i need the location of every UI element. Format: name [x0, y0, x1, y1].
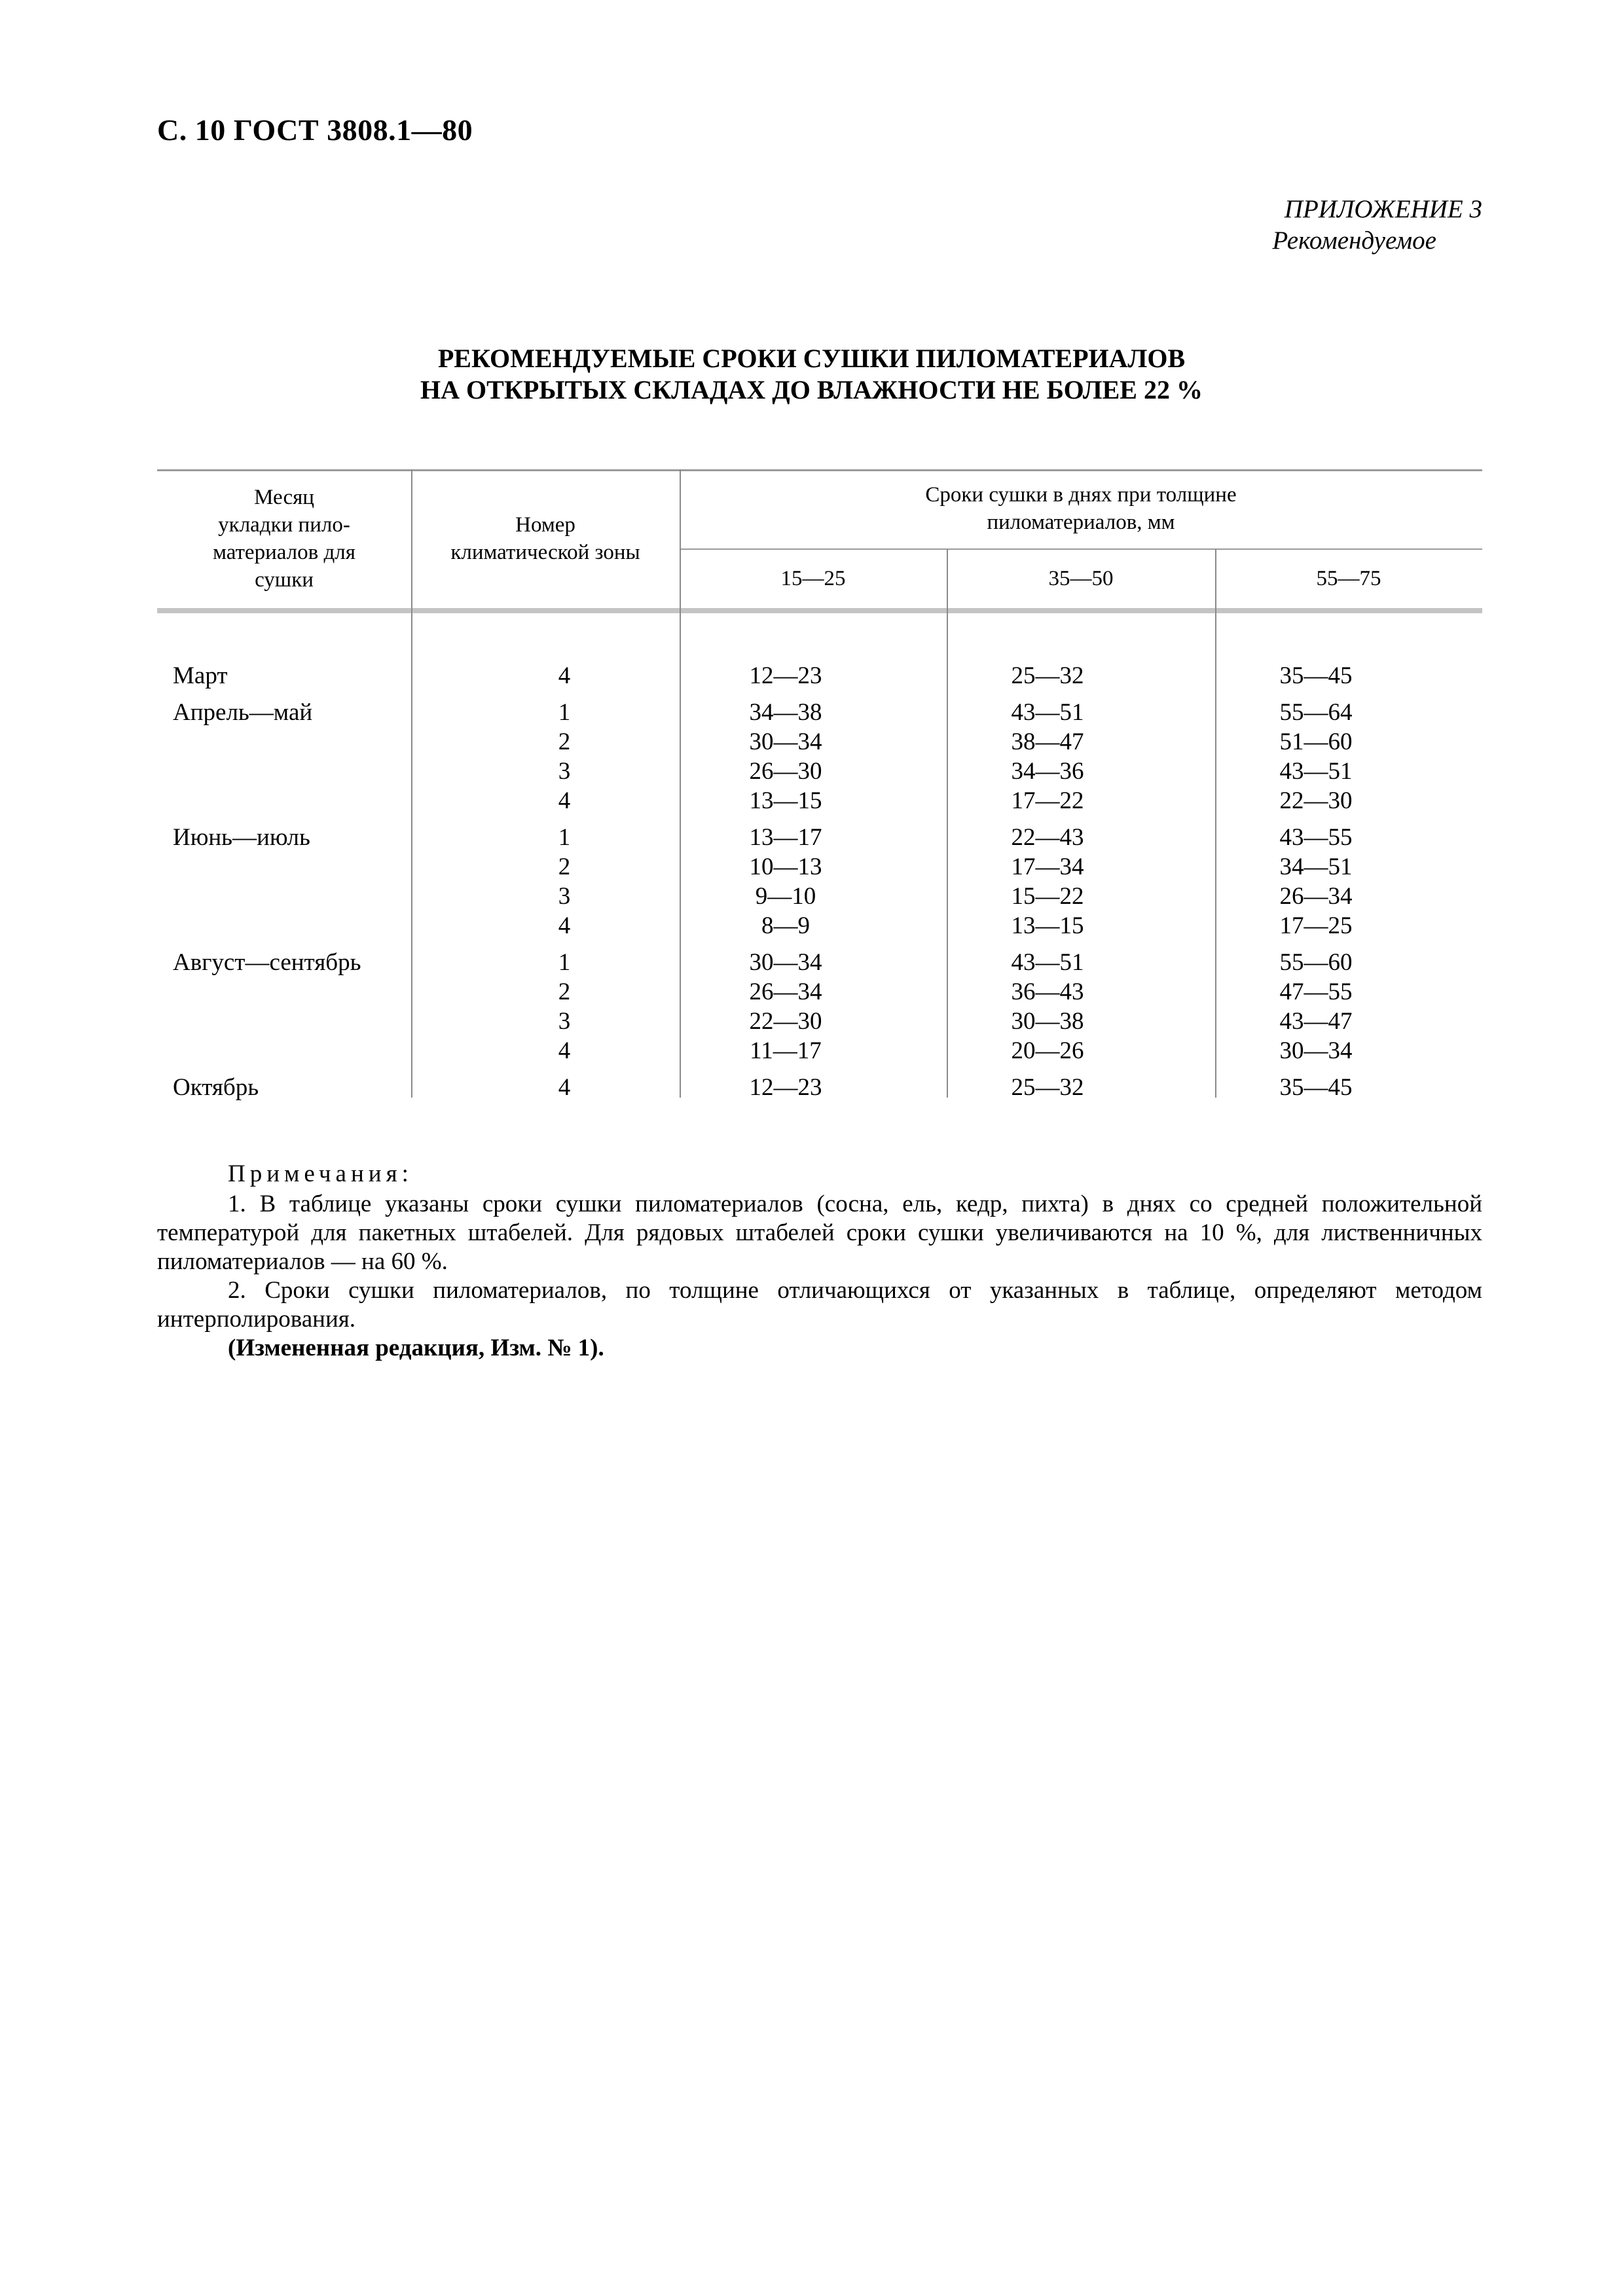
notes-section: [157, 1160, 1482, 1363]
zone-cell: 4: [558, 787, 571, 814]
table-row: [157, 977, 1482, 1007]
value-cell-15-25: 22—30: [749, 1008, 822, 1035]
table-row: [157, 661, 1482, 691]
table-row: [157, 911, 1482, 941]
value-cell-15-25: 34—38: [749, 699, 822, 726]
zone-cell: 1: [558, 699, 571, 726]
value-cell-55-75: 30—34: [1279, 1037, 1353, 1064]
value-cell-15-25: 30—34: [749, 728, 822, 755]
value-cell-15-25: 30—34: [749, 949, 822, 976]
value-cell-35-50: 25—32: [1011, 662, 1084, 689]
value-cell-15-25: 12—23: [749, 1074, 822, 1101]
zone-cell: 3: [558, 883, 571, 910]
title-line-1: РЕКОМЕНДУЕМЫЕ СРОКИ СУШКИ ПИЛОМАТЕРИАЛОВ: [437, 344, 1186, 373]
table-row: [157, 698, 1482, 727]
appendix-number: ПРИЛОЖЕНИЕ 3: [1284, 195, 1482, 223]
value-cell-15-25: 10—13: [749, 853, 822, 880]
table-row: [157, 1007, 1482, 1036]
value-cell-35-50: 43—51: [1011, 699, 1084, 726]
value-cell-55-75: 34—51: [1279, 853, 1353, 880]
zone-cell: 4: [558, 1074, 571, 1101]
table-row: [157, 882, 1482, 911]
value-cell-55-75: 26—34: [1279, 883, 1353, 910]
value-cell-15-25: 13—17: [749, 824, 822, 851]
value-cell-35-50: 17—34: [1011, 853, 1084, 880]
zone-cell: 3: [558, 758, 571, 785]
value-cell-15-25: 9—10: [755, 883, 816, 910]
note-2: 2. Сроки сушки пиломатериалов, по толщине отличающихся от указанных в таблице, определяют методом интерполирования.: [157, 1277, 1482, 1333]
value-cell-35-50: 15—22: [1011, 883, 1084, 910]
value-cell-15-25: 26—34: [749, 978, 822, 1005]
value-cell-55-75: 55—64: [1279, 699, 1353, 726]
zone-cell: 1: [558, 824, 571, 851]
header-thickness-3: 55—75: [1316, 567, 1381, 590]
table-row: [157, 823, 1482, 852]
table-row: [157, 948, 1482, 977]
header-drying-terms: Сроки сушки в днях при толщине пиломатериалов, мм: [925, 483, 1237, 534]
value-cell-35-50: 22—43: [1011, 824, 1084, 851]
value-cell-55-75: 43—51: [1279, 758, 1353, 785]
header-thickness-2: 35—50: [1048, 567, 1114, 590]
value-cell-55-75: 22—30: [1279, 787, 1353, 814]
value-cell-35-50: 36—43: [1011, 978, 1084, 1005]
zone-cell: 4: [558, 912, 571, 939]
value-cell-55-75: 51—60: [1279, 728, 1353, 755]
value-cell-15-25: 11—17: [750, 1037, 822, 1064]
value-cell-35-50: 13—15: [1011, 912, 1084, 939]
value-cell-55-75: 43—55: [1279, 824, 1353, 851]
value-cell-15-25: 12—23: [749, 662, 822, 689]
table-row: [157, 786, 1482, 816]
value-cell-35-50: 25—32: [1011, 1074, 1084, 1101]
document-title: [0, 343, 1623, 406]
value-cell-35-50: 30—38: [1011, 1008, 1084, 1035]
month-cell: Апрель—май: [173, 699, 313, 726]
value-cell-15-25: 26—30: [749, 758, 822, 785]
appendix-status: Рекомендуемое: [1272, 226, 1436, 255]
value-cell-35-50: 34—36: [1011, 758, 1084, 785]
value-cell-15-25: 13—15: [749, 787, 822, 814]
value-cell-55-75: 55—60: [1279, 949, 1353, 976]
table-row: [157, 1036, 1482, 1066]
zone-cell: 2: [558, 853, 571, 880]
title-line-2: НА ОТКРЫТЫХ СКЛАДАХ ДО ВЛАЖНОСТИ НЕ БОЛЕЕ 22 %: [420, 375, 1203, 404]
month-cell: Март: [173, 662, 228, 689]
zone-cell: 4: [558, 662, 571, 689]
table-row: [157, 727, 1482, 757]
value-cell-35-50: 43—51: [1011, 949, 1084, 976]
header-thickness-1: 15—25: [780, 567, 846, 590]
zone-cell: 2: [558, 978, 571, 1005]
header-month: Месяц укладки пило- материалов для сушки: [213, 486, 356, 592]
header-zone: Номер климатической зоны: [450, 513, 640, 564]
table-row: [157, 757, 1482, 786]
zone-cell: 4: [558, 1037, 571, 1064]
page-reference: С. 10 ГОСТ 3808.1—80: [157, 113, 473, 147]
value-cell-55-75: 43—47: [1279, 1008, 1353, 1035]
value-cell-35-50: 20—26: [1011, 1037, 1084, 1064]
table-row: [157, 1073, 1482, 1102]
appendix-label: [1272, 194, 1482, 257]
table-header-rule: [157, 608, 1482, 613]
value-cell-35-50: 17—22: [1011, 787, 1084, 814]
zone-cell: 2: [558, 728, 571, 755]
month-cell: Август—сентябрь: [173, 949, 361, 976]
value-cell-55-75: 35—45: [1279, 1074, 1353, 1101]
zone-cell: 3: [558, 1008, 571, 1035]
zone-cell: 1: [558, 949, 571, 976]
month-cell: Октябрь: [173, 1074, 259, 1101]
table-row: [157, 852, 1482, 882]
value-cell-35-50: 38—47: [1011, 728, 1084, 755]
value-cell-15-25: 8—9: [761, 912, 810, 939]
value-cell-55-75: 47—55: [1279, 978, 1353, 1005]
notes-title: Примечания:: [228, 1160, 413, 1187]
note-1: 1. В таблице указаны сроки сушки пиломатериалов (сосна, ель, кедр, пихта) в днях со средней положительной температурой для пакетных штабелей. Для рядовых штабелей сроки сушки увеличиваются на 10 %, для лиственничных пиломатериалов — на 60 %.: [157, 1191, 1482, 1275]
value-cell-55-75: 17—25: [1279, 912, 1353, 939]
amendment-note: (Измененная редакция, Изм. № 1).: [228, 1335, 604, 1361]
month-cell: Июнь—июль: [173, 824, 310, 851]
value-cell-55-75: 35—45: [1279, 662, 1353, 689]
